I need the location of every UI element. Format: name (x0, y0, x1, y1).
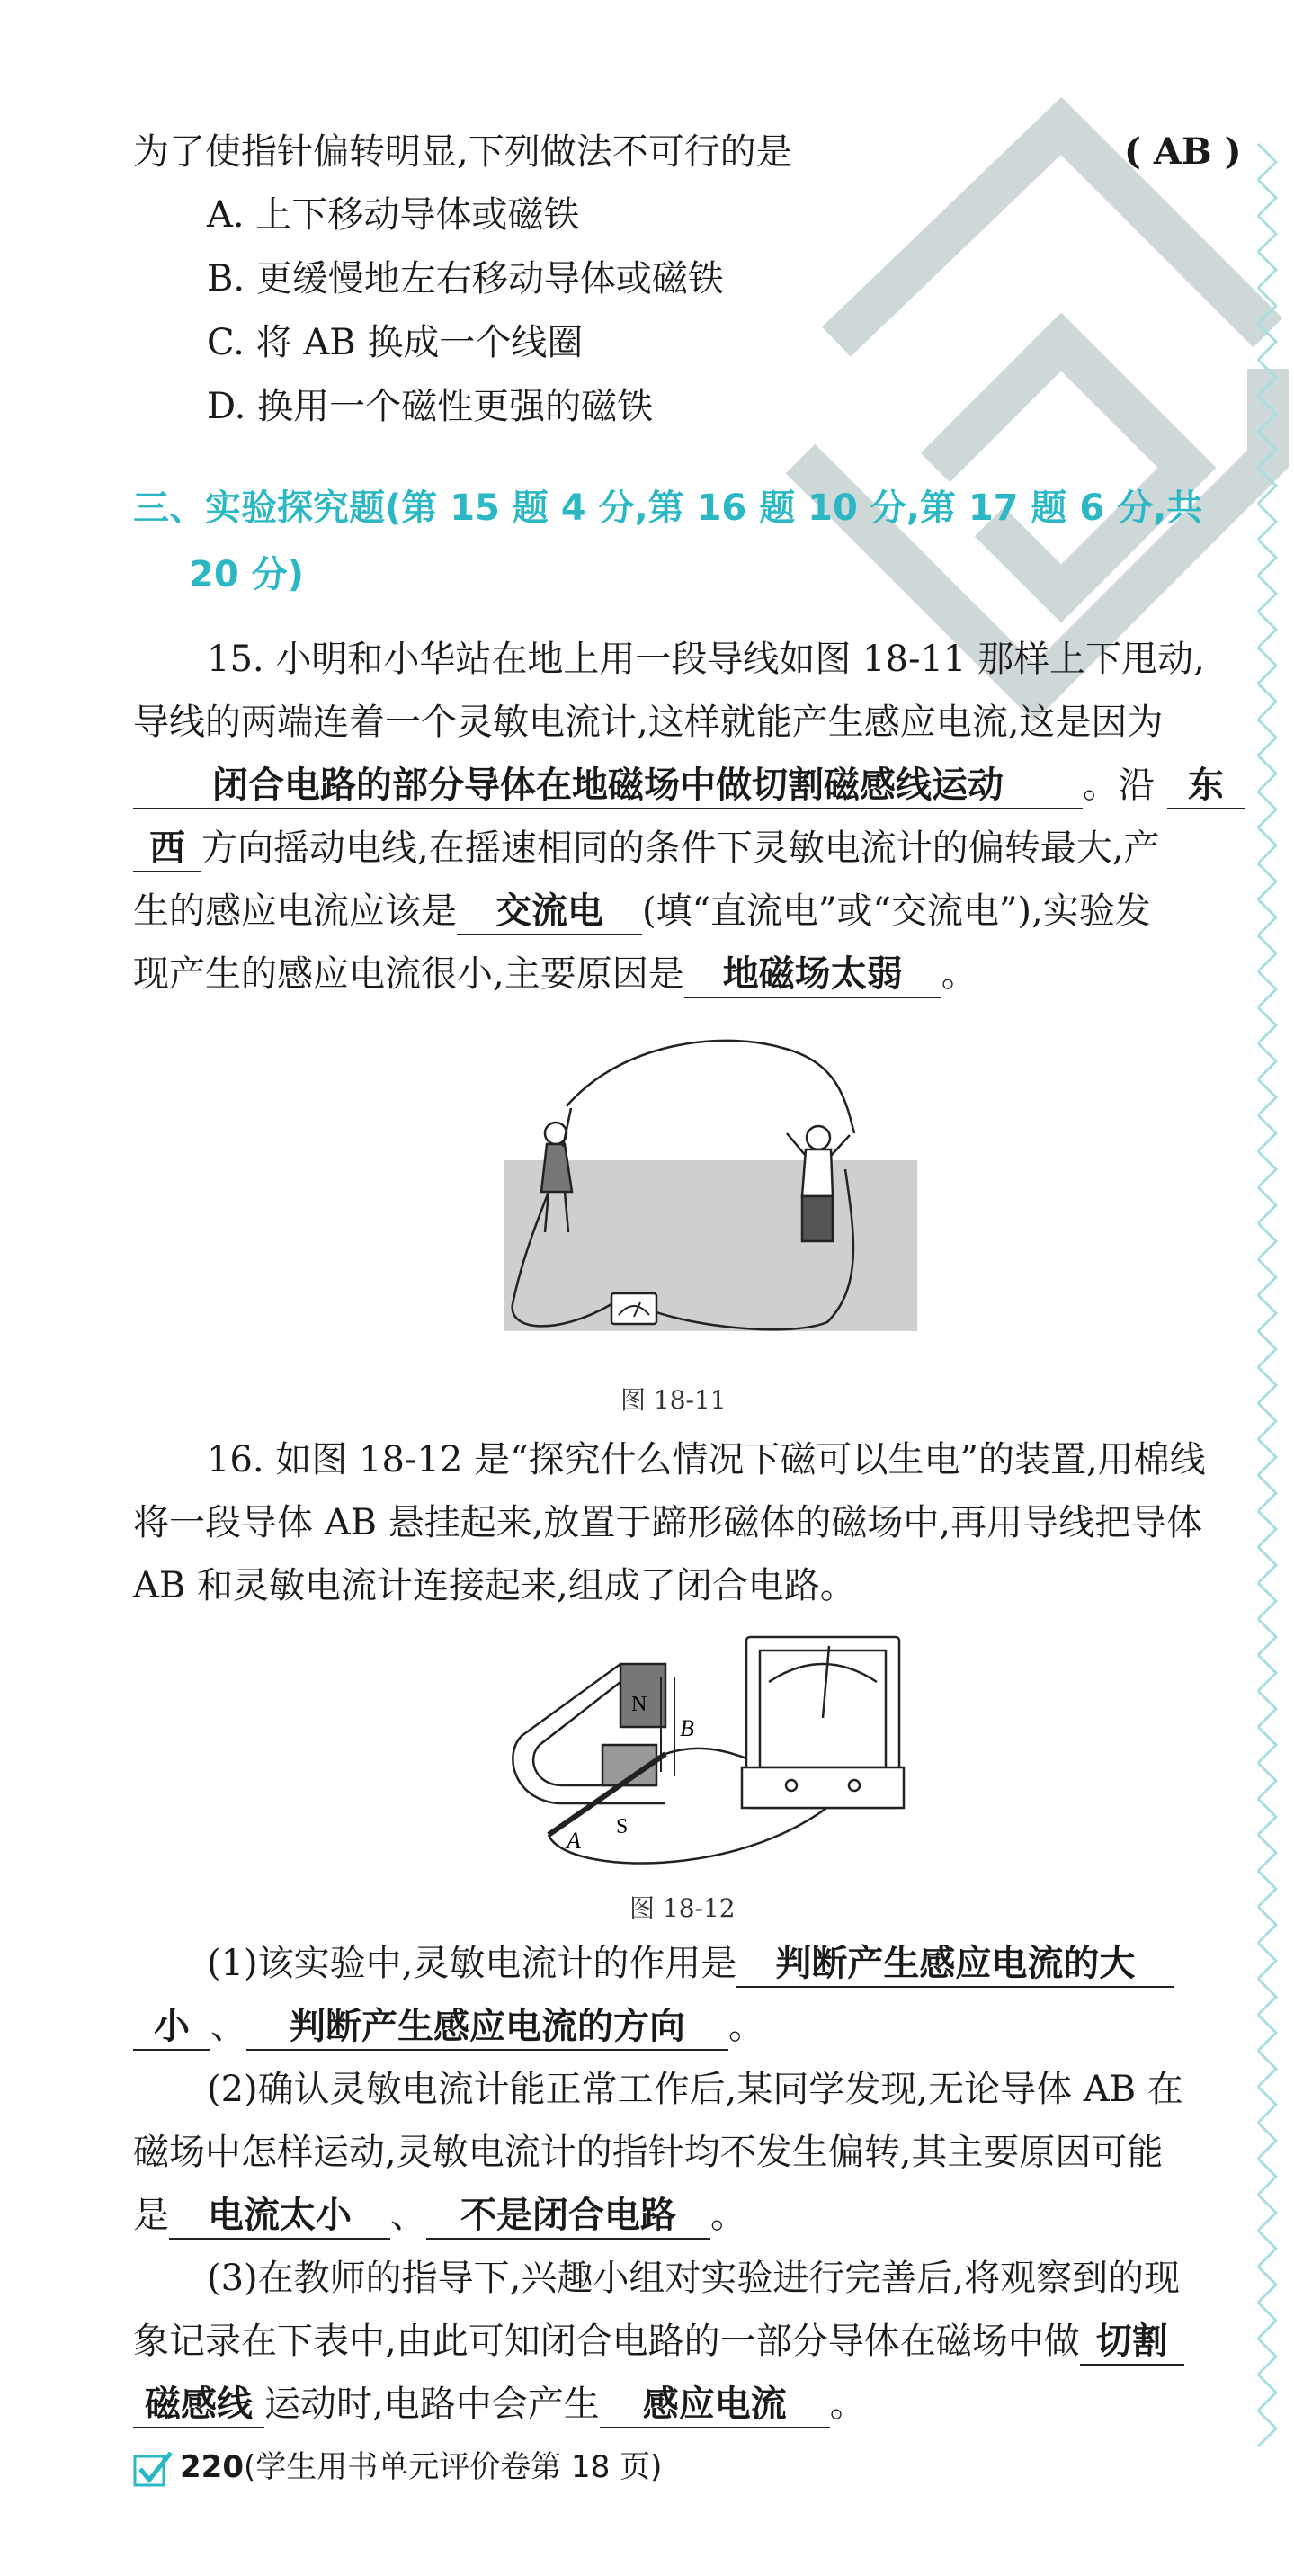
margin-dash (1258, 1151, 1276, 1187)
q16-part2-line3: 是 电流太小 、 不是闭合电路 。 (133, 2191, 746, 2240)
margin-dash (1258, 1259, 1276, 1295)
margin-dash (1258, 756, 1276, 792)
margin-dash (1258, 1475, 1276, 1511)
margin-dash (1258, 468, 1276, 504)
q15-line2: 导线的两端连着一个灵敏电流计,这样就能产生感应电流,这是因为 (133, 702, 1164, 743)
section-heading-cont: 20 分) (189, 554, 304, 595)
margin-dash (1258, 576, 1276, 612)
margin-dash (1258, 324, 1276, 360)
figure-18-12 (486, 1619, 935, 1880)
q16-part1-line2: 小 、 判断产生感应电流的方向 。 (133, 2002, 764, 2051)
margin-dash (1258, 216, 1276, 252)
margin-dash (1258, 360, 1276, 396)
margin-dash (1258, 1691, 1276, 1727)
margin-dash (1258, 720, 1276, 756)
margin-dash (1258, 1331, 1276, 1367)
margin-dash (1258, 1007, 1276, 1043)
q14-option-c: C. 将 AB 换成一个线圈 (207, 322, 584, 363)
margin-dash (1258, 1367, 1276, 1403)
label-n: N (631, 1693, 647, 1716)
margin-dash (1258, 863, 1276, 899)
margin-dash (1258, 1655, 1276, 1691)
q16-line2: 将一段导体 AB 悬挂起来,放置于蹄形磁体的磁场中,再用导线把导体 (133, 1502, 1203, 1543)
galvanometer-icon (742, 1637, 904, 1808)
margin-dash (1258, 1223, 1276, 1259)
margin-dash (1258, 1727, 1276, 1763)
margin-dash (1258, 1295, 1276, 1331)
checkbox-icon (133, 2449, 173, 2489)
margin-dash (1258, 504, 1276, 540)
wire-swung (567, 1041, 854, 1133)
margin-dash (1258, 2123, 1276, 2159)
margin-dash (1258, 1871, 1276, 1907)
margin-dash (1258, 1115, 1276, 1151)
q16-part3-line3: 磁感线 运动时,电路中会产生 感应电流 。 (133, 2380, 866, 2428)
margin-dash (1258, 1403, 1276, 1439)
q16-part1-answer-1a: 判断产生感应电流的大 (736, 1941, 1174, 1988)
footer-text: (学生用书单元评价卷第 18 页) (243, 2449, 663, 2485)
q14-stem: 为了使指针偏转明显,下列做法不可行的是 (133, 131, 792, 173)
q15-line6: 现产生的感应电流很小,主要原因是 地磁场太弱 。 (133, 950, 977, 998)
q15-answer-4: 地磁场太弱 (684, 952, 941, 998)
margin-dash (1258, 432, 1276, 468)
q16-part1-answer-2: 判断产生感应电流的方向 (246, 2004, 728, 2051)
margin-dash (1258, 971, 1276, 1007)
label-s: S (616, 1815, 629, 1838)
margin-dash (1258, 1979, 1276, 2015)
q15-answer-3: 交流电 (457, 889, 642, 935)
margin-dash (1258, 2051, 1276, 2087)
margin-dash (1258, 1439, 1276, 1475)
margin-dash (1258, 1799, 1276, 1835)
horseshoe-magnet (513, 1664, 665, 1803)
q16-part3-answer-1b: 磁感线 (133, 2382, 264, 2428)
label-a: A (567, 1828, 581, 1854)
margin-dash (1258, 1835, 1276, 1871)
margin-dash (1258, 2375, 1276, 2411)
margin-dash (1258, 648, 1276, 684)
q16-part2-answer-2: 不是闭合电路 (426, 2193, 710, 2240)
margin-dash (1258, 1511, 1276, 1547)
margin-dash (1258, 935, 1276, 971)
page-footer (133, 2445, 662, 2490)
margin-dash (1258, 2267, 1276, 2303)
q14-option-b: B. 更缓慢地左右移动导体或磁铁 (207, 258, 724, 300)
margin-dash (1258, 612, 1276, 648)
figure-18-11-caption: 图 18-11 (620, 1385, 727, 1415)
margin-dash (1258, 2411, 1276, 2446)
margin-dash (1258, 899, 1276, 935)
margin-dash (1258, 180, 1276, 216)
q16-part3-line2: 象记录在下表中,由此可知闭合电路的一部分导体在磁场中做 切割 (133, 2317, 1184, 2366)
margin-dash (1258, 1583, 1276, 1619)
q14-option-a: A. 上下移动导体或磁铁 (207, 194, 580, 236)
q16-part2-answer-1: 电流太小 (169, 2193, 390, 2240)
margin-dash (1258, 2015, 1276, 2051)
margin-dash (1258, 2159, 1276, 2195)
margin-dash (1258, 288, 1276, 324)
margin-dash (1258, 540, 1276, 576)
section-heading: 三、实验探究题(第 15 题 4 分,第 16 题 10 分,第 17 题 6 分,共 (133, 487, 1203, 529)
margin-dash (1258, 144, 1276, 180)
q15-answer-2b: 西 (133, 826, 201, 872)
q16-part1-answer-1b: 小 (133, 2004, 210, 2051)
margin-dash (1258, 1187, 1276, 1223)
margin-dash (1258, 1043, 1276, 1079)
margin-dash (1258, 792, 1276, 827)
q15-answer-1: 闭合电路的部分导体在地磁场中做切割磁感线运动 (133, 763, 1083, 809)
q15-answer-2a: 东 (1167, 763, 1245, 809)
margin-dash (1258, 2195, 1276, 2231)
q14-answer: ( AB ) (1124, 130, 1242, 173)
margin-dash (1258, 1619, 1276, 1655)
q15-line1: 15. 小明和小华站在地上用一段导线如图 18-11 那样上下甩动, (207, 639, 1205, 680)
q16-line3: AB 和灵敏电流计连接起来,组成了闭合电路。 (133, 1565, 856, 1606)
q16-part2-line1: (2)确认灵敏电流计能正常工作后,某同学发现,无论导体 AB 在 (207, 2069, 1183, 2110)
q15-line3: 闭合电路的部分导体在地磁场中做切割磁感线运动 。沿 东 (133, 761, 1245, 809)
q16-part1-line1: (1)该实验中,灵敏电流计的作用是 判断产生感应电流的大 (207, 1939, 1174, 1988)
margin-dash (1258, 396, 1276, 432)
q16-part3-answer-1a: 切割 (1080, 2319, 1184, 2366)
margin-dash-border (1240, 0, 1294, 2576)
galvanometer-icon (611, 1293, 656, 1324)
margin-dash (1258, 1547, 1276, 1583)
margin-dash (1258, 1943, 1276, 1979)
q15-line4: 西 方向摇动电线,在摇速相同的条件下灵敏电流计的偏转最大,产 (133, 824, 1159, 872)
margin-dash (1258, 2087, 1276, 2123)
label-b: B (680, 1715, 694, 1741)
margin-dash (1258, 2303, 1276, 2339)
margin-dash (1258, 827, 1276, 863)
margin-dash (1258, 1079, 1276, 1115)
figure-18-12-caption: 图 18-12 (629, 1893, 736, 1923)
page-number: 220 (180, 2449, 244, 2485)
q16-line1: 16. 如图 18-12 是“探究什么情况下磁可以生电”的装置,用棉线 (207, 1439, 1206, 1480)
q16-part3-line1: (3)在教师的指导下,兴趣小组对实验进行完善后,将观察到的现 (207, 2258, 1181, 2299)
q15-line5: 生的感应电流应该是 交流电 (填“直流电”或“交流电”),实验发 (133, 887, 1151, 935)
margin-dash (1258, 1763, 1276, 1799)
margin-dash (1258, 2339, 1276, 2375)
figure-18-11 (486, 1034, 926, 1358)
margin-dash (1258, 2231, 1276, 2267)
margin-dash (1258, 1907, 1276, 1943)
q16-part3-answer-2: 感应电流 (600, 2382, 830, 2428)
q16-part2-line2: 磁场中怎样运动,灵敏电流计的指针均不发生偏转,其主要原因可能 (133, 2132, 1164, 2173)
q14-option-d: D. 换用一个磁性更强的磁铁 (207, 386, 654, 427)
margin-dash (1258, 684, 1276, 720)
margin-dash (1258, 252, 1276, 288)
